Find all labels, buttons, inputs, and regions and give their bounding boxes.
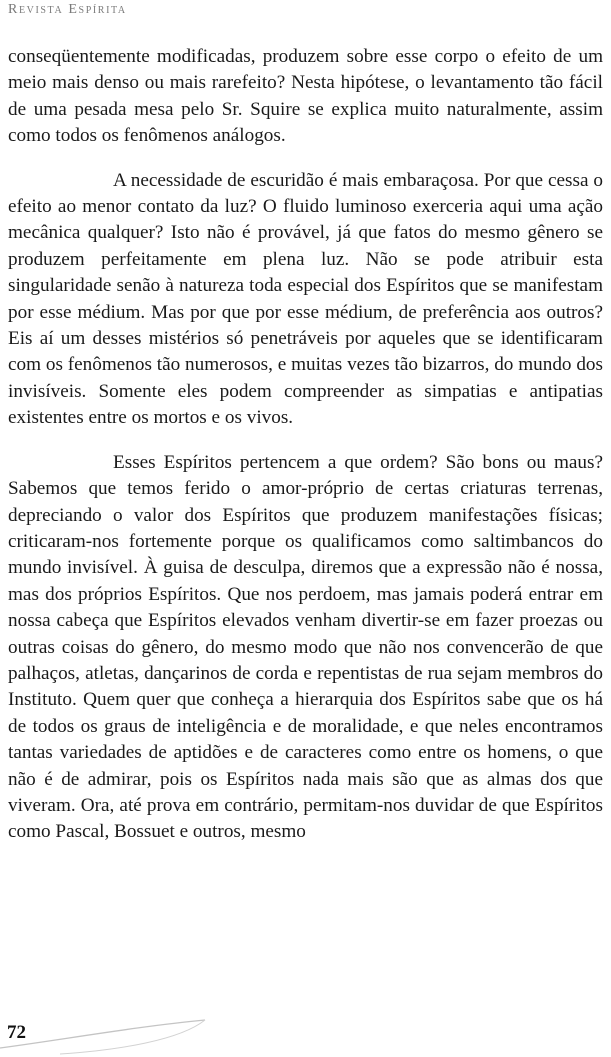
footer-swoosh-ornament [0,1000,611,1057]
page-body [8,44,603,846]
running-header: Revista Espírita [8,2,127,17]
paragraph-1: conseqüentemente modificadas, produzem sobre esse corpo o efeito de um meio mais denso ou mais rarefeito? Nesta hipótese, o levantamento tão fácil de uma pesada mesa pelo Sr. Squire se explica muito naturalmente, assim como todos os fenômenos análogos. [8,46,603,147]
paragraph-2: A necessidade de escuridão é mais embaraçosa. Por que cessa o efeito ao menor contato da luz? O fluido luminoso exerceria aqui uma ação mecânica qualquer? Isto não é provável, já que fatos do mesmo gênero se produzem perfeitamente em plena luz. Não se pode atribuir esta singularidade senão à natureza toda especial dos Espíritos que se manifestam por esse médium. Mas por que por esse médium, de preferência aos outros? Eis aí um desses mistérios só penetráveis por aqueles que se identificaram com os fenômenos tão numerosos, e muitas vezes tão bizarros, do mundo dos invisíveis. Somente eles podem compreender as simpatias e antipatias existentes entre os mortos e os vivos. [8,169,603,429]
page-number: 72 [7,1022,26,1043]
paragraph-3: Esses Espíritos pertencem a que ordem? São bons ou maus? Sabemos que temos ferido o amor-próprio de certas criaturas terrenas, depreciando o valor dos Espíritos que produzem manifestações físicas; criticaram-nos fortemente porque os qualificamos como saltimbancos do mundo invisível. À guisa de desculpa, diremos que a expressão não é nossa, mas dos próprios Espíritos. Que nos perdoem, mas jamais poderá entrar em nossa cabeça que Espíritos elevados venham divertir-se em fazer proezas ou outras coisas do gênero, do mesmo modo que não nos convencerão de que palhaços, atletas, dançarinos de corda e repentistas de rua sejam membros do Instituto. Quem quer que conheça a hierarquia dos Espíritos sabe que os há de todos os graus de inteligência e de moralidade, e que neles encontramos tantas variedades de aptidões e de caracteres como entre os homens, o que não é de admirar, pois os Espíritos nada mais são que as almas dos que viveram. Ora, até prova em contrário, permitam-nos duvidar de que Espíritos como Pascal, Bossuet e outros, mesmo [8,451,603,843]
